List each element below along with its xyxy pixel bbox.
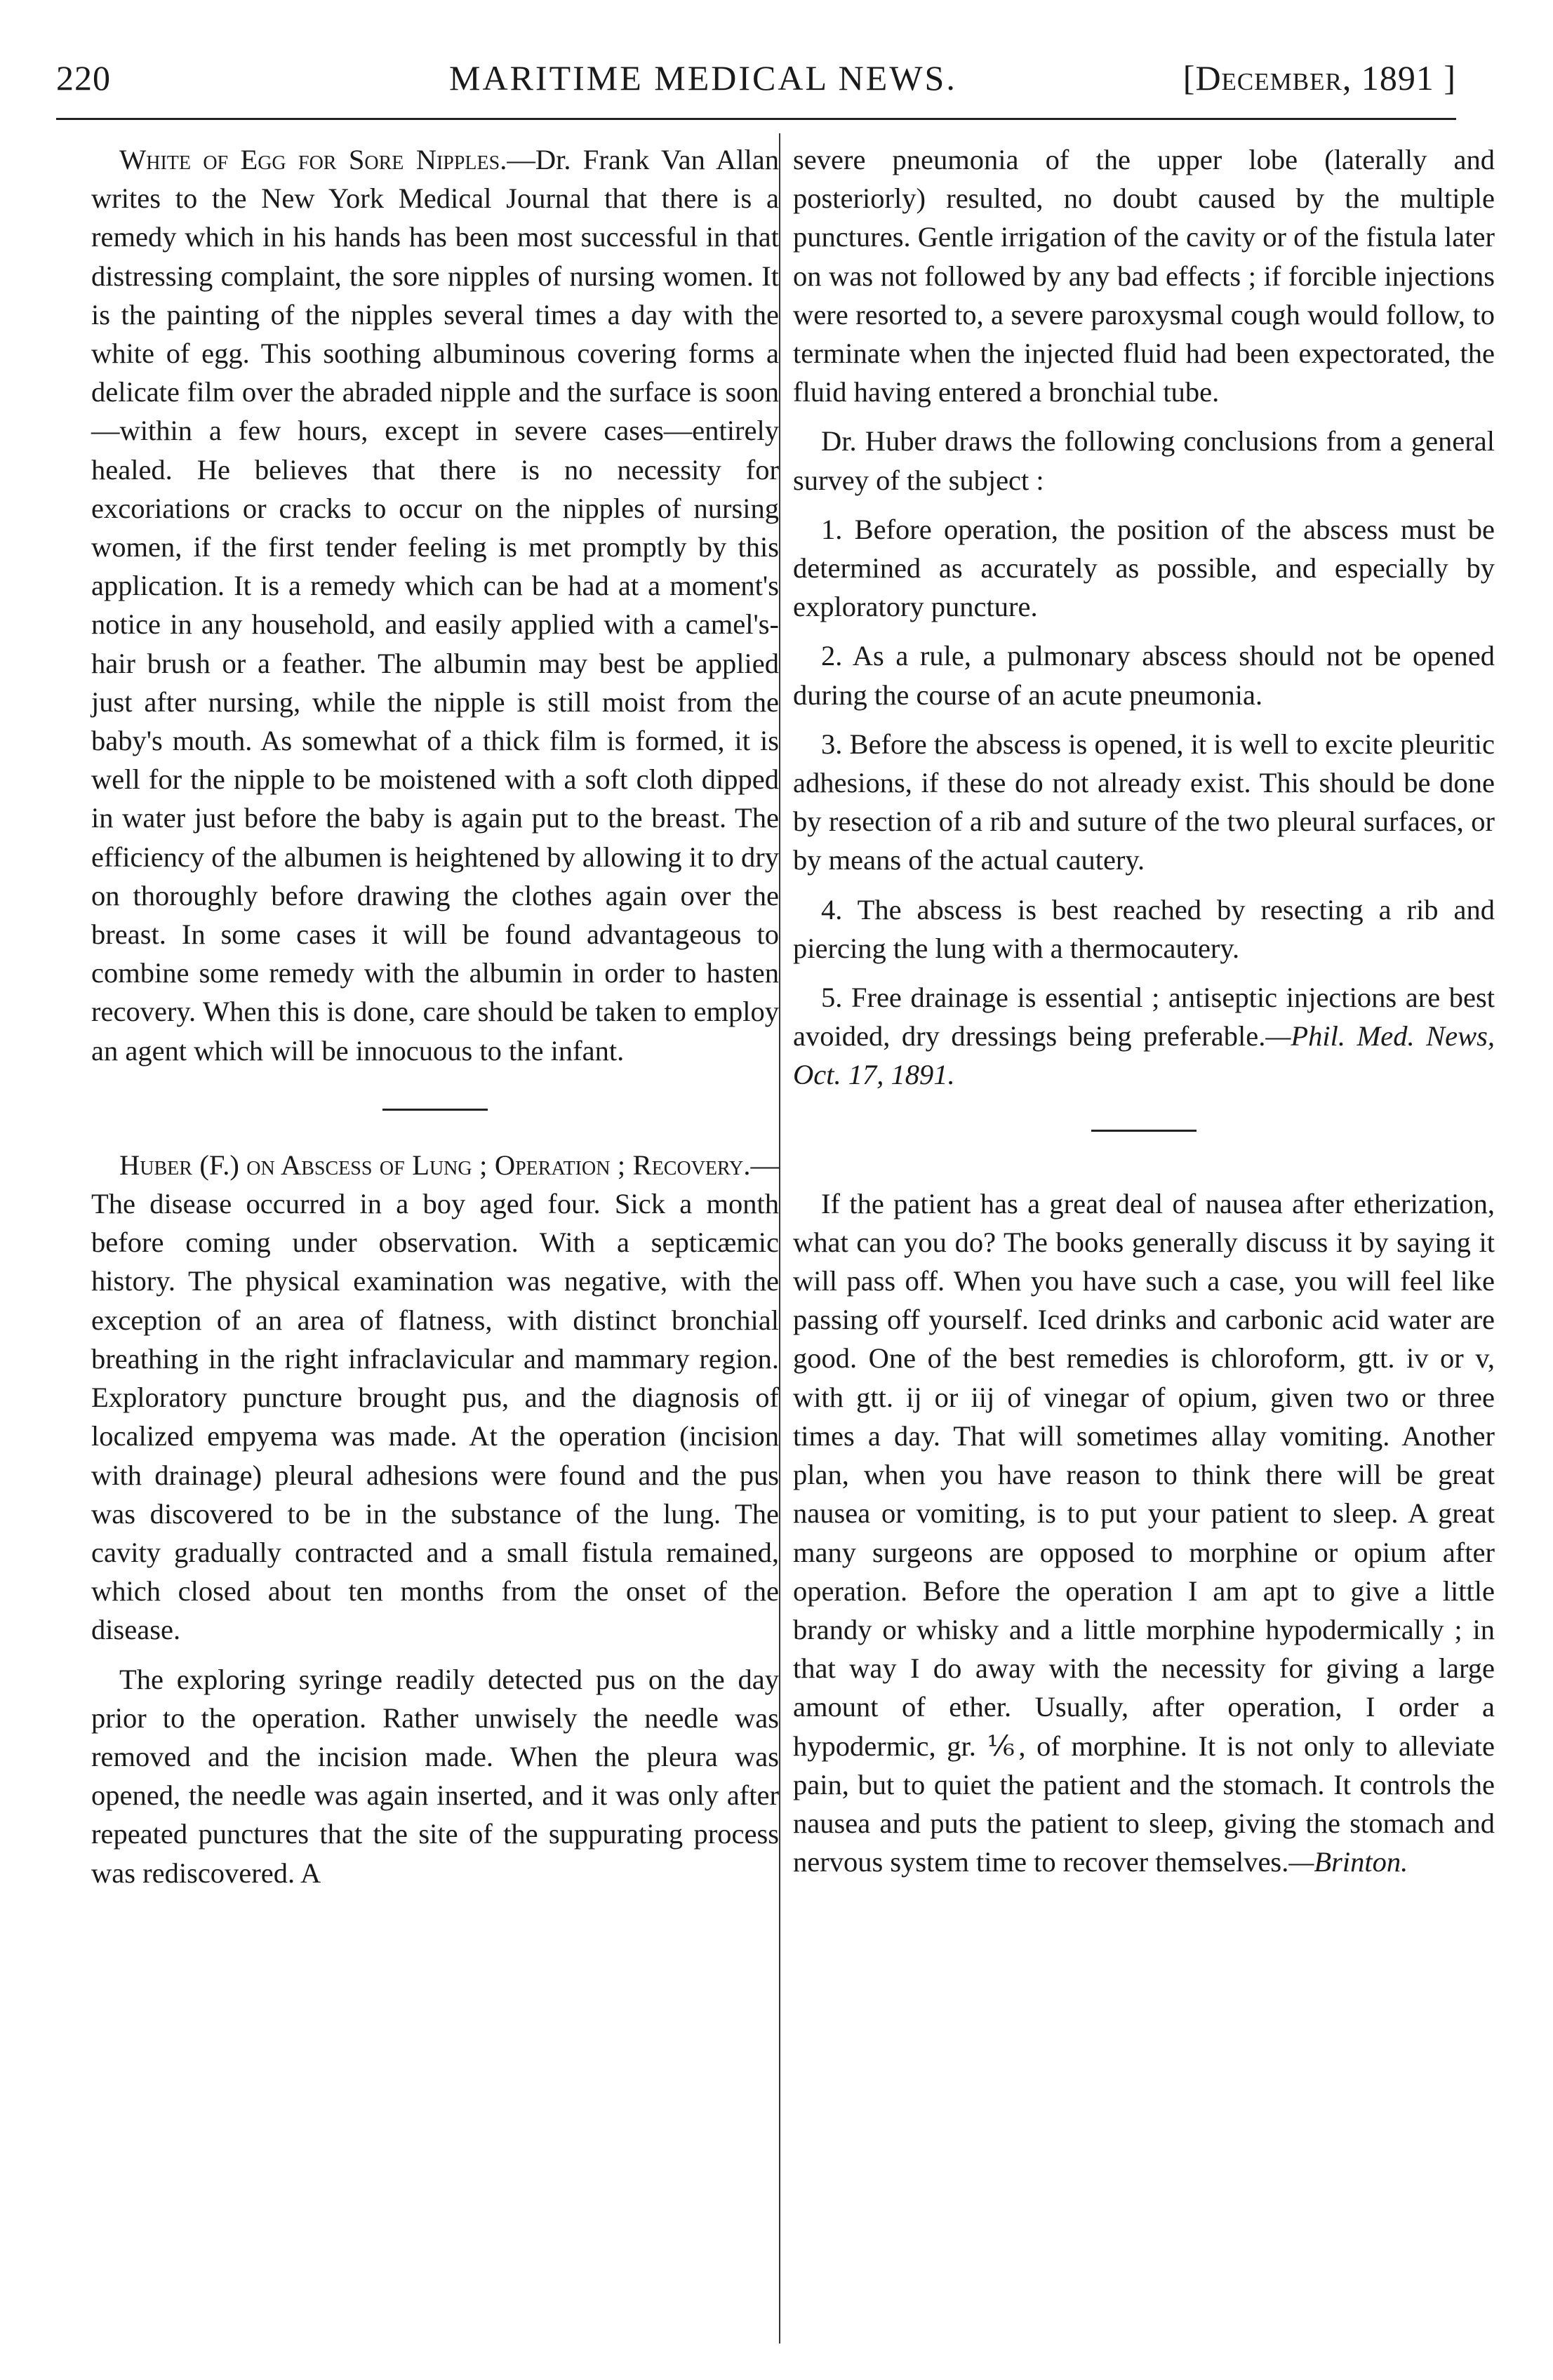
running-header [56,49,1456,112]
left-column [91,140,779,1892]
article-body: —Dr. Frank Van Allan writes to the New York Medical Journal that there is a remedy which in his hands has been most successful in that distressing complaint, the sore nipples of nursing women. It is the painting of the nipples several times a day with the white of egg. This soothing albuminous covering forms a delicate film over the abraded nipple and the surface is soon—within a few hours, except in severe cases—entirely healed. He believes that there is no necessity for excoriations or cracks to occur on the nipples of nursing women, if the first tender feeling is met promptly by this application. It is a remedy which can be had at a moment's notice in any household, and easily applied with a camel's-hair brush or a feather. The albumin may best be applied just after nursing, while the nipple is still moist from the baby's mouth. As somewhat of a thick film is formed, it is well for the nipple to be moistened with a soft cloth dipped in water just before the baby is again put to the breast. The efficiency of the albumen is heightened by allowing it to dry on thoroughly before drawing the clothes again over the breast. In some cases it will be found advantageous to combine some remedy with the albumin in order to hasten recovery. When this is done, care should be taken to employ an agent which will be innocuous to the infant. [91,144,779,1067]
section-separator [382,1109,488,1111]
header-rule [56,118,1456,120]
article-paragraph: The exploring syringe readily detected pus on the day prior to the operation. Rather unwisely the needle was removed and the incision made. When the pleura was opened, the needle was again inserted, and it was only after repeated punctures that the site of the suppurating process was rediscovered. A [91,1663,779,1889]
issue-date: [December, 1891 ] [1182,58,1456,98]
conclusion-item: 2. As a rule, a pulmonary abscess should not be opened during the course of an acute pneumonia. [793,640,1495,711]
attribution: —Brinton. [1288,1846,1408,1878]
article-nausea [793,1184,1495,1882]
conclusion-item: 3. Before the abscess is opened, it is well to excite pleuritic adhesions, if these do not already exist. This should be done by resection of a rib and suture of the two pleural surfaces, or by means of the actual cautery. [793,728,1495,876]
article-heading: Huber (F.) on Abscess of Lung ; Operation ; Recovery. [119,1149,751,1181]
right-column [793,140,1495,1881]
conclusion-item [793,978,1495,1095]
column-divider [779,133,780,2344]
section-separator [1091,1130,1197,1132]
journal-title: MARITIME MEDICAL NEWS. [449,58,957,98]
conclusion-item: 1. Before operation, the position of the abscess must be determined as accurately as possible, and especially by exploratory puncture. [793,513,1495,623]
article-white-of-egg [91,140,779,1070]
conclusion-text: 5. Free drainage is essential ; antiseptic injections are best avoided, dry dressings being preferable. [793,982,1495,1052]
article-body: —The disease occurred in a boy aged four. Sick a month before coming under observation. With a septicæmic history. The physical examination was negative, with the exception of an area of flatness, with distinct bronchial breathing in the right infraclavicular and mammary region. Exploratory puncture brought pus, and the diagnosis of localized empyema was made. At the operation (incision with drainage) pleural adhesions were found and the pus was discovered to be in the substance of the lung. The cavity gradually contracted and a small fistula remained, which closed about ten months from the onset of the disease. [91,1149,779,1646]
citation: —Phil. Med. News, Oct. 17, 1891. [793,1020,1495,1091]
article-heading: White of Egg for Sore Nipples. [119,144,507,175]
article-body: If the patient has a great deal of nausea after etherization, what can you do? The books generally discuss it by saying it will pass off. When you have such a case, you will feel like passing off yourself. Iced drinks and carbonic acid water are good. One of the best remedies is chloroform, gtt. iv or v, with gtt. ij or iij of vinegar of opium, given two or three times a day. That will sometimes allay vomiting. Another plan, when you have reason to think there will be great nausea or vomiting, is to put your patient to sleep. A great many surgeons are opposed to morphine or opium after operation. Before the operation I am apt to give a little brandy or whisky and a little morphine hypodermically ; in that way I do away with the necessity for giving a large amount of ether. Usually, after operation, I order a hypodermic, gr. ⅙, of morphine. It is not only to alleviate pain, but to quiet the patient and the stomach. It controls the nausea and puts the patient to sleep, giving the stomach and nervous system time to recover themselves. [793,1187,1495,1878]
page-number: 220 [56,58,111,98]
conclusions-intro: Dr. Huber draws the following conclusions from a general survey of the subject : [793,425,1495,496]
article-continuation: severe pneumonia of the upper lobe (laterally and posteriorly) resulted, no doubt caused by the multiple punctures. Gentle irrigation of the cavity or of the fistula later on was not followed by any bad effects ; if forcible injections were resorted to, a severe paroxysmal cough would follow, to terminate when the injected fluid had been expectorated, the fluid having entered a bronchial tube. [793,144,1495,408]
conclusion-item: 4. The abscess is best reached by resecting a rib and piercing the lung with a thermocautery. [793,893,1495,964]
article-huber-abscess [91,1146,779,1650]
